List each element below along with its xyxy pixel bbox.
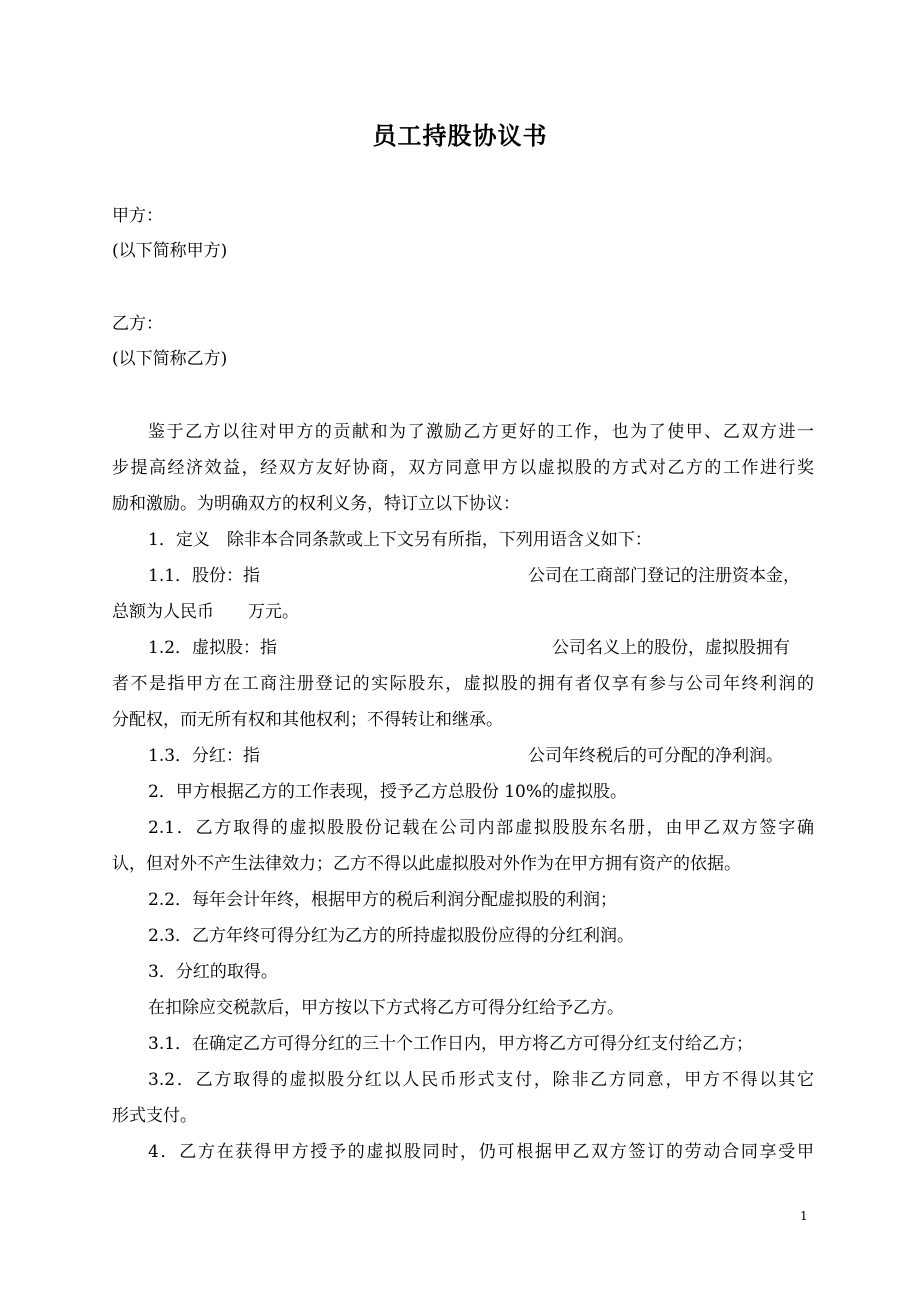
clause-3-2: 3.2．乙方取得的虚拟股分红以人民币形式支付，除非乙方同意，甲方不得以其它 — [148, 1070, 814, 1090]
clause-1: 1．定义 除非本合同条款或上下文另有所指，下列用语含义如下： — [148, 530, 652, 550]
party-b-note: (以下简称乙方) — [112, 349, 228, 369]
document-title: 员工持股协议书 — [372, 121, 548, 150]
page-number: 1 — [800, 1209, 808, 1223]
clause-1-1-left: 1.1．股份：指 — [148, 566, 261, 586]
clause-3-intro: 在扣除应交税款后，甲方按以下方式将乙方可得分红给予乙方。 — [148, 998, 624, 1018]
clause-3-2: 形式支付。 — [112, 1106, 197, 1126]
clause-2: 2．甲方根据乙方的工作表现，授予乙方总股份 10%的虚拟股。 — [148, 782, 628, 802]
clause-1-3-left: 1.3．分红：指 — [148, 746, 261, 766]
preamble-line: 步提高经济效益，经双方友好协商，双方同意甲方以虚拟股的方式对乙方的工作进行奖 — [112, 458, 814, 478]
clause-2-3: 2.3．乙方年终可得分红为乙方的所持虚拟股份应得的分红利润。 — [148, 926, 635, 946]
party-a-note: (以下简称甲方) — [112, 241, 228, 261]
clause-1-3-right: 公司年终税后的可分配的净利润。 — [528, 746, 783, 766]
clause-1-1-cont: 总额为人民币 万元。 — [112, 602, 299, 622]
clause-1-2-right: 公司名义上的股份，虚拟股拥有 — [552, 638, 790, 658]
party-b-label: 乙方： — [112, 314, 163, 334]
clause-2-1: 认，但对外不产生法律效力；乙方不得以此虚拟股对外作为在甲方拥有资产的依据。 — [112, 854, 741, 874]
clause-3-1: 3.1．在确定乙方可得分红的三十个工作日内，甲方将乙方可得分红支付给乙方； — [148, 1034, 754, 1054]
party-a-label: 甲方： — [112, 206, 163, 226]
preamble-line: 励和激励。为明确双方的权利义务，特订立以下协议： — [112, 494, 520, 514]
clause-1-1-right: 公司在工商部门登记的注册资本金， — [528, 566, 800, 586]
clause-4: 4．乙方在获得甲方授予的虚拟股同时，仍可根据甲乙双方签订的劳动合同享受甲 — [148, 1142, 814, 1162]
clause-2-2: 2.2．每年会计年终，根据甲方的税后利润分配虚拟股的利润； — [148, 890, 618, 910]
clause-2-1: 2.1．乙方取得的虚拟股股份记载在公司内部虚拟股股东名册，由甲乙双方签字确 — [148, 818, 814, 838]
clause-3: 3．分红的取得。 — [148, 962, 278, 982]
clause-1-2-cont: 分配权，而无所有权和其他权利；不得转让和继承。 — [112, 710, 503, 730]
clause-1-2-cont: 者不是指甲方在工商注册登记的实际股东，虚拟股的拥有者仅享有参与公司年终利润的 — [112, 674, 814, 694]
preamble-line: 鉴于乙方以往对甲方的贡献和为了激励乙方更好的工作，也为了使甲、乙双方进一 — [148, 422, 814, 442]
clause-1-2-left: 1.2．虚拟股：指 — [148, 638, 278, 658]
